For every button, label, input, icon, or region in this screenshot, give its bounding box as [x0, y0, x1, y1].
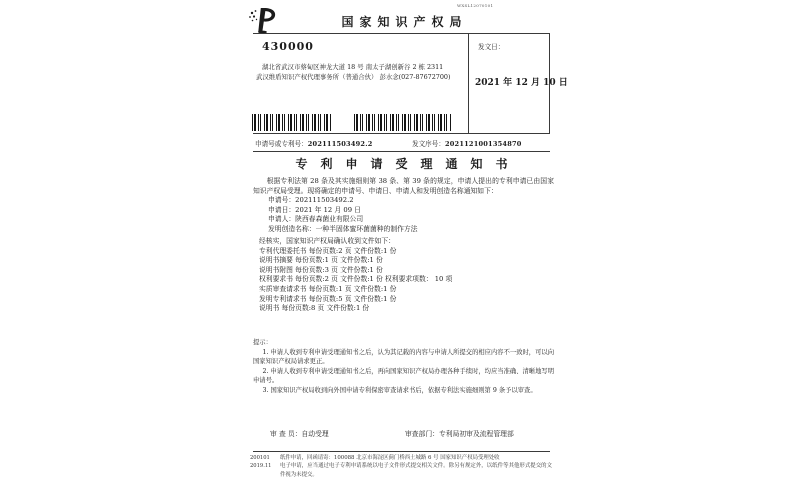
- department-label: 审查部门：: [405, 430, 439, 438]
- received-doc-row: 说明书 每份页数:8 页 文件份数:1 份: [259, 304, 370, 313]
- note-item: 1. 申请人收到专利申请受理通知书之后，认为其记载的内容与申请人所提交的相应内容不一致时，可以向国家知识产权局请求更正。: [253, 348, 554, 366]
- dispatch-date-box: [468, 33, 568, 133]
- received-doc-row: 发明专利请求书 每份页数:5 页 文件份数:1 份: [259, 294, 397, 303]
- footer-code-1: 200101: [250, 455, 270, 461]
- dispatch-date-label: 发文日：: [478, 43, 505, 51]
- examiner-row: [270, 428, 329, 438]
- field-invention-title: 发明创造名称：一种半固体蜜环菌菌种的制作方法: [268, 225, 418, 234]
- received-doc-row: 权利要求书 每份页数:2 页 文件份数:1 份 权利要求项数： 10 项: [259, 275, 453, 284]
- intro-paragraph: 根据专利法第 28 条及其实施细则第 38 条、第 39 条的规定，申请人提出的专利申请已由国家知识产权局受理。现将确定的申请号、申请日、申请人和发明创造名称通知如下：: [253, 177, 554, 195]
- application-number: 202111503492.2: [307, 140, 373, 148]
- serial-number-barcode: [354, 114, 452, 131]
- divider-rule-2: [253, 151, 550, 152]
- recipient-agency: 武汉维盾知识产权代理事务所（普通合伙） 彭水念(027-87672700): [256, 73, 451, 81]
- recipient-address: 湖北省武汉市蔡甸区神龙大道 18 号 南太子湖创新谷 2 栋 2311: [262, 63, 444, 71]
- received-doc-row: 专利代理委托书 每份页数:2 页 文件份数:1 份: [259, 246, 397, 255]
- divider-rule: [253, 133, 550, 134]
- note-item: 3. 国家知识产权局收到向外国申请专利保密审查请求书后，依据专利法实施细则第 9 条予以审查。: [262, 386, 537, 394]
- received-doc-row: 实质审查请求书 每份页数:1 页 文件份数:1 份: [259, 284, 397, 293]
- notice-title: 专利申请受理通知书: [295, 157, 521, 171]
- footer-form-codes: [250, 454, 271, 471]
- agency-title: 国家知识产权局: [341, 15, 468, 29]
- received-doc-row: 说明书摘要 每份页数:1 页 文件份数:1 份: [259, 256, 383, 265]
- department-value: 专利局初审及流程管理部: [438, 430, 514, 438]
- received-doc-row: 说明书附图 每份页数:3 页 文件份数:1 份: [259, 265, 383, 274]
- footer-line-electronic: 电子申请，应当通过电子专利申请系统以电子文件形式提交相关文件。除另有规定外，以纸件等其他形式提交的文件视为未提交。: [280, 463, 552, 478]
- field-application-date: 申请日：2021 年 12 月 09 日: [268, 205, 361, 214]
- received-documents: [259, 237, 452, 314]
- note-item: 2. 申请人收到专利申请受理通知书之后，再向国家知识产权局办理各种手续时，均应当准确、清晰地写明申请号。: [253, 367, 554, 385]
- form-code: WXSL12070101: [457, 3, 494, 8]
- footer-code-2: 2019.11: [250, 463, 272, 470]
- footer-rule: [253, 451, 550, 452]
- field-applicant: 申请人：陕西春森菌业有限公司: [268, 215, 364, 224]
- application-number-row: [255, 138, 373, 148]
- serial-number-label: 发文序号：: [412, 140, 445, 148]
- application-fields: [268, 196, 418, 235]
- footer-instructions: [280, 454, 552, 479]
- serial-number-row: [412, 138, 522, 148]
- field-application-number: 申请号：202111503492.2: [268, 196, 354, 204]
- notes-heading: 提示：: [253, 339, 272, 346]
- examiner-value: 自动受理: [301, 430, 329, 438]
- department-row: [405, 428, 514, 438]
- serial-number: 2021121001354870: [444, 140, 522, 148]
- footer-line-paper: 纸件申请，回函请寄：100088 北京市海淀区蓟门桥西土城路 6 号 国家知识产权局受理处收: [280, 455, 500, 461]
- postal-code: 430000: [262, 40, 314, 53]
- application-number-barcode: [252, 114, 332, 131]
- notes-section: [253, 338, 554, 396]
- dispatch-date-value: 2021 年 12 月 10 日: [475, 78, 568, 88]
- received-intro: 经核实，国家知识产权局确认收到文件如下：: [259, 237, 395, 245]
- application-number-label: 申请号或专利号：: [255, 140, 308, 148]
- examiner-label: 审 查 员：: [270, 430, 302, 438]
